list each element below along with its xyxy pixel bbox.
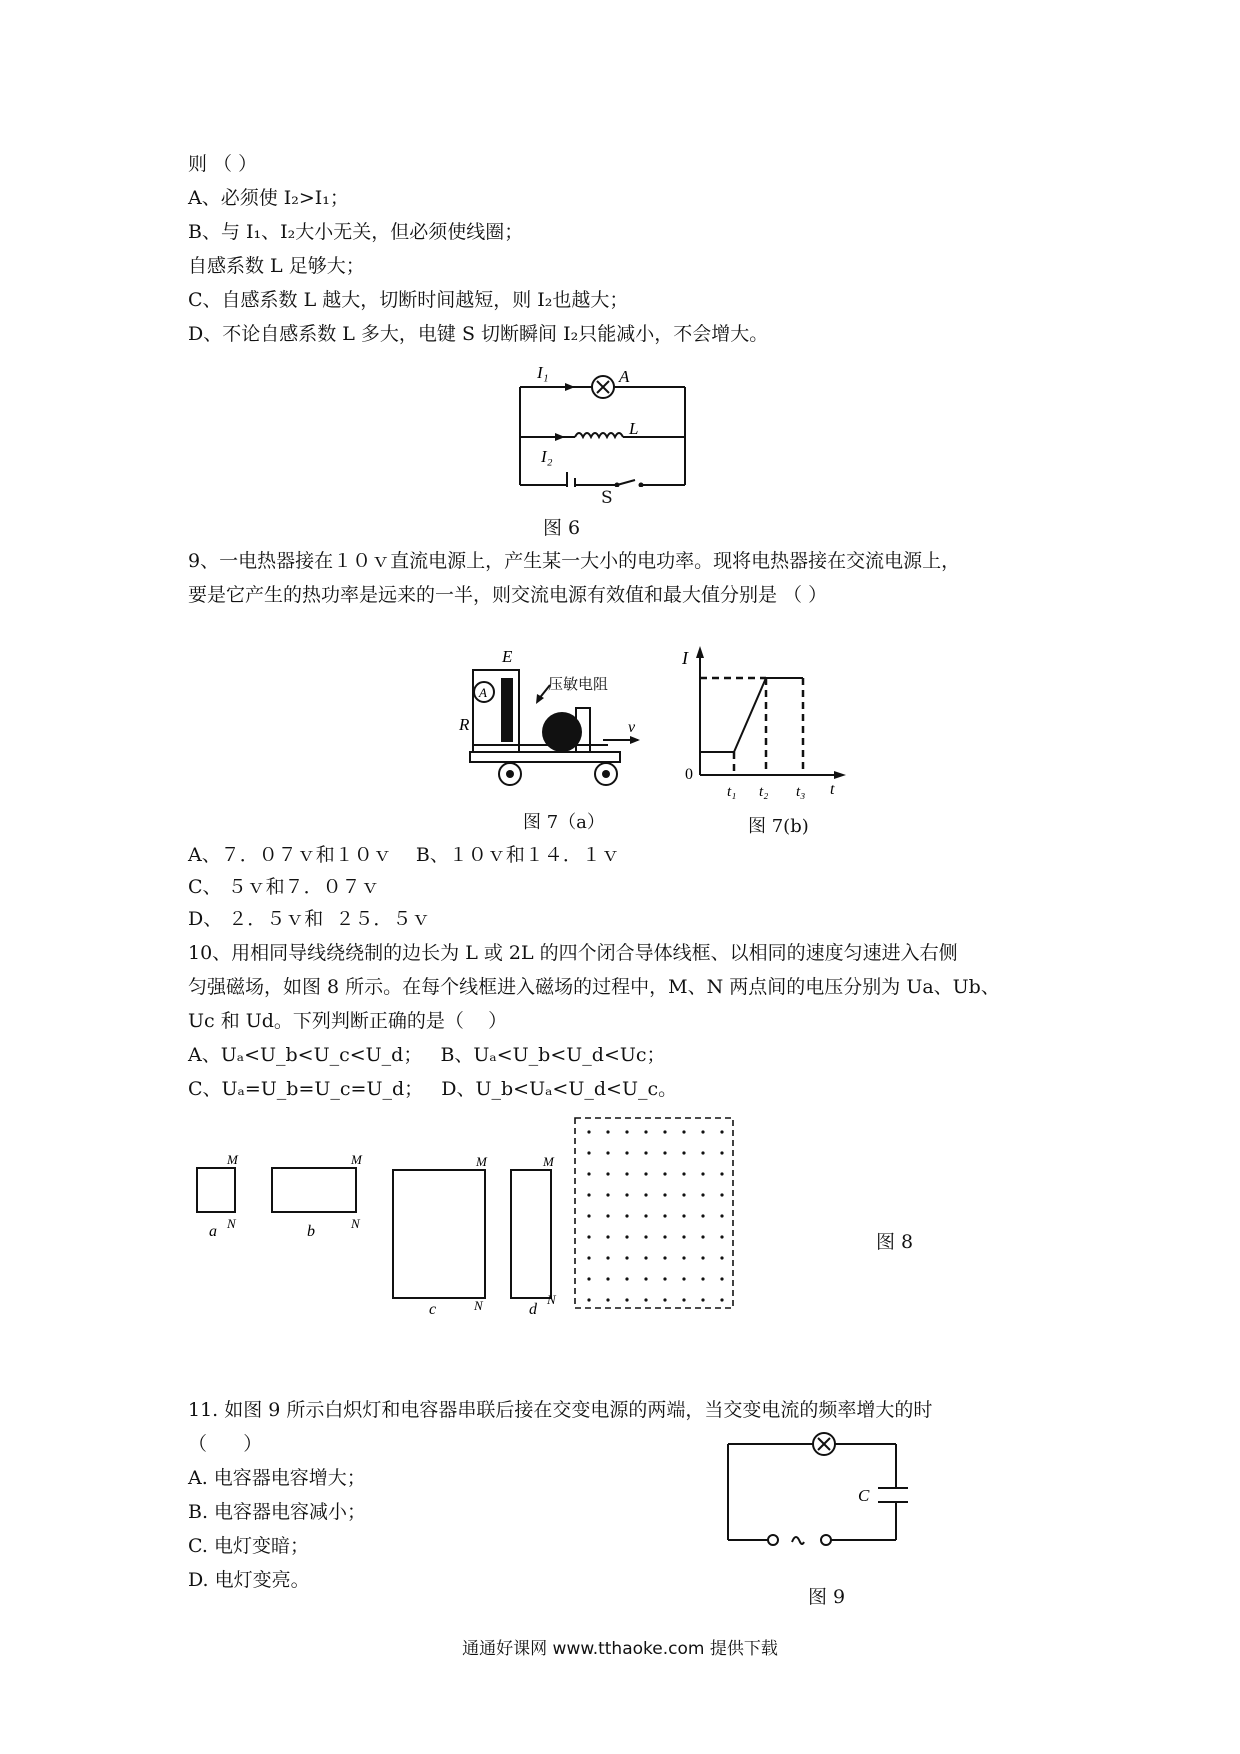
field-dot — [644, 1277, 647, 1280]
field-dot — [720, 1151, 723, 1154]
fig8-d-label-m: M — [543, 1154, 554, 1169]
field-dot — [720, 1130, 723, 1133]
figure-7a-cart — [458, 640, 658, 788]
fig8-b-label-n: N — [351, 1216, 360, 1231]
field-dot — [606, 1256, 609, 1259]
fig6-label-i1: I₁ — [537, 363, 549, 382]
q8-option-c: C、自感系数 L 越大，切断时间越短，则 I₂也越大； — [188, 289, 629, 311]
field-dot — [663, 1298, 666, 1301]
q10-line-1: 10、用相同导线绕绕制的边长为 L 或 2L 的四个闭合导体线框、以相同的速度匀速进入右侧 — [188, 942, 958, 964]
field-dot — [606, 1130, 609, 1133]
q11-option-b: B. 电容器电容减小； — [188, 1501, 367, 1523]
field-dot — [644, 1172, 647, 1175]
field-dot — [644, 1256, 647, 1259]
fig7b-label-i: I — [682, 648, 688, 668]
fig6-label-i2: I₂ — [541, 447, 553, 466]
field-dot — [720, 1235, 723, 1238]
field-dot — [682, 1214, 685, 1217]
fig7a-label-v: v — [628, 719, 636, 736]
fig7a-label-sensor: 压敏电阻 — [548, 675, 609, 693]
field-dot — [682, 1130, 685, 1133]
field-dot — [682, 1172, 685, 1175]
field-dot — [720, 1256, 723, 1259]
q10-line-2: 匀强磁场，如图 8 所示。在每个线框进入磁场的过程中，M、N 两点间的电压分别为 Ua、Ub、 — [188, 976, 1000, 998]
fig8-frame-a-label: a — [209, 1223, 217, 1240]
fig7a-label-a: A — [479, 685, 487, 700]
field-dot — [644, 1214, 647, 1217]
field-dot — [644, 1151, 647, 1154]
field-dot — [587, 1256, 590, 1259]
magnetic-field-dots — [587, 1130, 723, 1301]
field-dot — [644, 1130, 647, 1133]
field-dot — [606, 1151, 609, 1154]
field-dot — [587, 1214, 590, 1217]
field-dot — [701, 1214, 704, 1217]
field-dot — [587, 1277, 590, 1280]
field-dot — [682, 1277, 685, 1280]
q11-line-1: 11. 如图 9 所示白炽灯和电容器串联后接在交变电源的两端，当交变电流的频率增大的时 — [188, 1399, 933, 1421]
field-dot — [644, 1193, 647, 1196]
field-dot — [701, 1256, 704, 1259]
field-dot — [663, 1277, 666, 1280]
q10-options-ab: A、Uₐ<U_b<U_c<U_d； B、Uₐ<U_b<U_d<Uc； — [188, 1044, 666, 1066]
field-dot — [644, 1235, 647, 1238]
field-dot — [606, 1277, 609, 1280]
q11-option-c: C. 电灯变暗； — [188, 1535, 309, 1557]
field-dot — [720, 1277, 723, 1280]
field-dot — [663, 1256, 666, 1259]
field-dot — [606, 1172, 609, 1175]
fig8-d-label-n: N — [547, 1292, 556, 1307]
field-dot — [663, 1214, 666, 1217]
field-dot — [625, 1172, 628, 1175]
field-dot — [701, 1151, 704, 1154]
fig7b-label-t3: t₃ — [796, 784, 806, 800]
field-dot — [625, 1151, 628, 1154]
field-dot — [701, 1277, 704, 1280]
q11-option-a: A. 电容器电容增大； — [188, 1467, 366, 1489]
q8-option-b: B、与 I₁、I₂大小无关，但必须使线圈； — [188, 221, 524, 243]
fig8-b-label-m: M — [351, 1152, 362, 1167]
fig8-caption: 图 8 — [876, 1231, 914, 1253]
q9-line-1: 9、一电热器接在１０ｖ直流电源上，产生某一大小的电功率。现将电热器接在交流电源上， — [188, 550, 961, 572]
field-dot — [720, 1298, 723, 1301]
fig7b-label-t2: t₂ — [759, 784, 769, 800]
field-dot — [606, 1298, 609, 1301]
q8-option-d: D、不论自感系数 L 多大，电键 S 切断瞬间 I₂只能减小，不会增大。 — [188, 323, 769, 345]
q10-options-cd: C、Uₐ=U_b=U_c=U_d； D、U_b<Uₐ<U_d<U_c。 — [188, 1078, 678, 1100]
fig8-a-label-m: M — [227, 1152, 238, 1167]
q10-line-3: Uc 和 Ud。下列判断正确的是（ ） — [188, 1010, 508, 1032]
figure-6-circuit — [505, 362, 705, 487]
figure-9-circuit — [718, 1424, 908, 1554]
field-dot — [663, 1130, 666, 1133]
field-dot — [625, 1235, 628, 1238]
fig7b-label-t1: t₁ — [727, 784, 737, 800]
field-dot — [587, 1193, 590, 1196]
field-dot — [682, 1235, 685, 1238]
field-dot — [720, 1193, 723, 1196]
field-dot — [701, 1172, 704, 1175]
field-dot — [720, 1172, 723, 1175]
fig6-label-a: A — [619, 367, 630, 386]
field-dot — [625, 1298, 628, 1301]
field-dot — [606, 1193, 609, 1196]
q9-options-ab: A、７．０７ｖ和１０ｖ B、１０ｖ和１４．１ｖ — [188, 844, 620, 866]
field-dot — [625, 1214, 628, 1217]
field-dot — [682, 1151, 685, 1154]
fig7b-label-origin: 0 — [685, 766, 693, 783]
q9-option-c: C、 ５ｖ和７．０７ｖ — [188, 876, 380, 898]
field-dot — [701, 1235, 704, 1238]
figure-8-frames-field — [185, 1110, 745, 1315]
q8-option-b-cont: 自感系数 L 足够大； — [188, 255, 365, 277]
field-dot — [587, 1130, 590, 1133]
field-dot — [682, 1298, 685, 1301]
field-dot — [663, 1151, 666, 1154]
q9-line-2: 要是它产生的热功率是远来的一半，则交流电源有效值和最大值分别是 （ ） — [188, 584, 828, 606]
fig8-a-label-n: N — [227, 1216, 236, 1231]
fig7b-caption: 图 7(b) — [748, 816, 809, 837]
field-dot — [606, 1235, 609, 1238]
q11-option-d: D. 电灯变亮。 — [188, 1569, 310, 1591]
fig8-c-label-n: N — [474, 1298, 483, 1313]
field-dot — [663, 1193, 666, 1196]
field-dot — [625, 1256, 628, 1259]
field-dot — [663, 1235, 666, 1238]
fig7a-caption: 图 7（a） — [523, 812, 605, 833]
field-dot — [701, 1298, 704, 1301]
field-dot — [663, 1172, 666, 1175]
fig7a-label-e: E — [502, 647, 513, 666]
field-dot — [625, 1277, 628, 1280]
field-dot — [625, 1193, 628, 1196]
field-dot — [720, 1214, 723, 1217]
page-footer: 通通好课网 www.tthaoke.com 提供下载 — [462, 1639, 778, 1659]
q9-option-d: D、 ２．５ｖ和 ２５．５ｖ — [188, 908, 431, 930]
fig9-caption: 图 9 — [808, 1586, 846, 1608]
field-dot — [701, 1193, 704, 1196]
field-dot — [587, 1298, 590, 1301]
field-dot — [606, 1214, 609, 1217]
field-dot — [587, 1172, 590, 1175]
fig6-caption: 图 6 — [543, 517, 581, 539]
field-dot — [682, 1256, 685, 1259]
fig6-label-s: S — [601, 488, 613, 508]
figure-7b-graph — [680, 640, 850, 800]
field-dot — [644, 1298, 647, 1301]
fig7b-label-t: t — [830, 781, 835, 798]
field-dot — [701, 1130, 704, 1133]
fig8-frame-c-label: c — [429, 1301, 437, 1315]
field-dot — [587, 1235, 590, 1238]
fig7a-label-r: R — [459, 715, 470, 734]
q8-option-a: A、必须使 I₂>I₁； — [188, 187, 349, 209]
fig9-label-c: C — [858, 1486, 870, 1505]
q8-stem-end: 则 （ ） — [188, 153, 258, 175]
fig8-frame-b-label: b — [307, 1223, 315, 1240]
q11-line-2: （ ） — [188, 1433, 263, 1455]
field-dot — [682, 1193, 685, 1196]
fig6-label-l: L — [629, 419, 639, 438]
field-dot — [625, 1130, 628, 1133]
fig8-c-label-m: M — [476, 1154, 487, 1169]
field-dot — [587, 1151, 590, 1154]
fig8-frame-d-label: d — [529, 1301, 537, 1315]
